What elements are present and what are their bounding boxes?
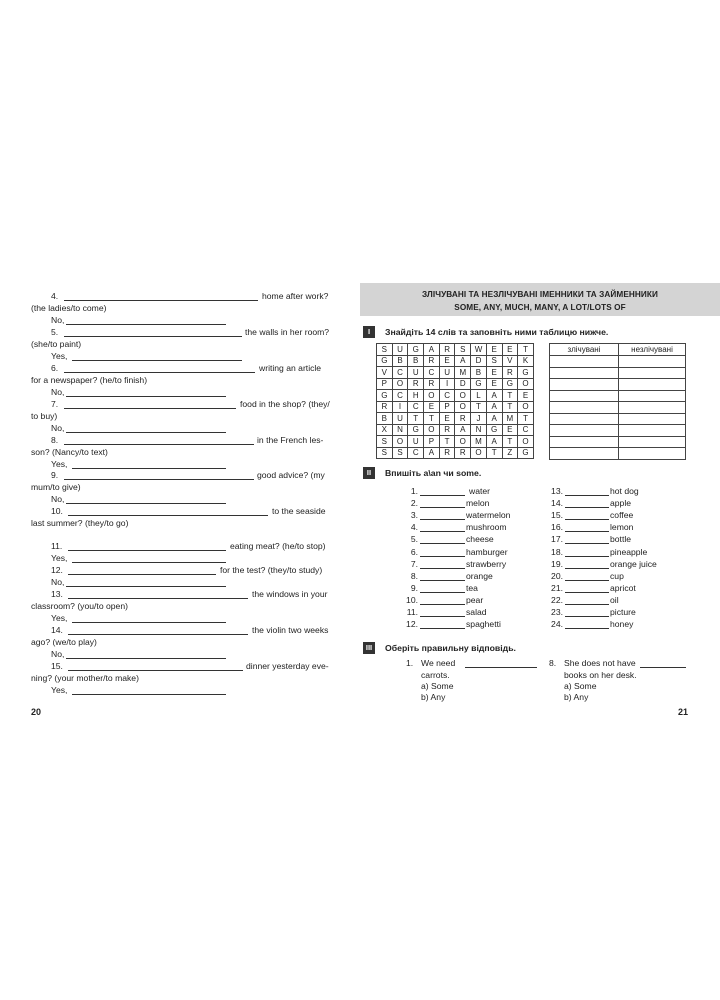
word-search-cell[interactable]: U	[439, 367, 455, 379]
question-1-number: 1.	[406, 658, 414, 668]
word-search-cell[interactable]: M	[455, 367, 471, 379]
item-blank[interactable]	[420, 498, 465, 508]
item-number: 21.	[551, 582, 563, 593]
word-search-cell[interactable]: E	[486, 378, 502, 390]
word-search-cell[interactable]: G	[518, 447, 534, 459]
word-search-cell[interactable]: P	[377, 378, 393, 390]
word-search-cell[interactable]: A	[424, 447, 440, 459]
exercise-line: 15.	[51, 661, 63, 671]
count-table-cell[interactable]	[550, 367, 619, 379]
item-number: 15.	[551, 510, 563, 521]
word-search-cell[interactable]: A	[455, 424, 471, 436]
item-word: melon	[466, 498, 490, 509]
item-blank[interactable]	[565, 583, 609, 593]
exercise-line: Yes,	[51, 351, 68, 361]
word-search-cell[interactable]: W	[471, 344, 487, 356]
exercise-line: in the French les-	[257, 435, 324, 445]
item-word: coffee	[610, 510, 634, 521]
exercise-line: dinner yesterday eve-	[246, 661, 329, 671]
exercise-line: Yes,	[51, 613, 68, 623]
word-search-cell[interactable]: E	[486, 367, 502, 379]
word-search-cell[interactable]: R	[502, 367, 518, 379]
item-word: salad	[466, 607, 487, 617]
word-search-cell[interactable]: S	[486, 355, 502, 367]
item-number: 11.	[406, 607, 418, 617]
exercise-line: the violin two weeks	[252, 625, 329, 635]
exercise-line: writing an article	[259, 363, 322, 373]
exercise-line: for the test? (they/to study)	[220, 565, 323, 575]
item-blank[interactable]	[420, 547, 465, 557]
word-search-cell[interactable]: G	[377, 390, 393, 402]
word-search-cell[interactable]: O	[455, 436, 471, 448]
item-number: 9.	[410, 582, 418, 593]
item-blank[interactable]	[420, 571, 465, 581]
word-search-cell[interactable]: T	[518, 413, 534, 425]
exercise-line: 7.	[51, 399, 59, 409]
exercise-line: Yes,	[51, 459, 68, 469]
word-search-cell[interactable]: N	[392, 424, 408, 436]
item-blank[interactable]	[420, 559, 465, 569]
word-search-cell[interactable]: R	[377, 401, 393, 413]
question-1-option-b[interactable]: b) Any	[421, 692, 446, 702]
question-1-blank[interactable]	[465, 658, 537, 668]
exercise-line: 10.	[51, 506, 63, 516]
item-word: spaghetti	[466, 619, 501, 630]
item-blank[interactable]	[565, 522, 609, 532]
word-search-cell[interactable]: G	[502, 378, 518, 390]
item-blank[interactable]	[420, 607, 465, 617]
item-word: honey	[610, 619, 634, 630]
item-word: hot dog	[610, 486, 639, 496]
exercise-line: ago? (we/to play)	[31, 637, 97, 647]
word-search-cell[interactable]: T	[502, 390, 518, 402]
exercise-line: for a newspaper? (he/to finish)	[31, 375, 148, 385]
word-search-cell[interactable]: T	[439, 436, 455, 448]
exercise-line: food in the shop? (they/	[240, 399, 330, 409]
item-number: 8.	[410, 570, 418, 581]
item-word: mushroom	[466, 522, 507, 533]
item-word: water	[469, 486, 491, 496]
exercise-line: classroom? (you/to open)	[31, 601, 128, 611]
exercise-line: No,	[51, 577, 65, 587]
item-number: 5.	[410, 534, 418, 545]
word-search-cell[interactable]: U	[408, 436, 424, 448]
exercise-line: mum/to give)	[31, 482, 81, 492]
word-search-cell[interactable]: R	[424, 355, 440, 367]
word-search-cell[interactable]: O	[518, 401, 534, 413]
word-search-cell[interactable]: O	[392, 378, 408, 390]
item-number: 17.	[551, 534, 563, 545]
count-table-cell[interactable]	[619, 379, 686, 391]
word-search-cell[interactable]: T	[486, 447, 502, 459]
count-table-cell[interactable]	[619, 402, 686, 414]
word-search-cell[interactable]: B	[392, 355, 408, 367]
word-search-cell[interactable]: N	[471, 424, 487, 436]
word-search-cell[interactable]: A	[455, 355, 471, 367]
exercise-line: Yes,	[51, 685, 68, 695]
item-word: oil	[610, 594, 619, 605]
word-search-cell[interactable]: M	[502, 413, 518, 425]
exercise-line: (the ladies/to come)	[31, 303, 107, 313]
exercise-line: 13.	[51, 589, 63, 599]
word-search-cell[interactable]: X	[377, 424, 393, 436]
word-search-cell[interactable]: T	[424, 413, 440, 425]
count-table-cell[interactable]	[619, 413, 686, 425]
word-search-cell[interactable]: O	[424, 390, 440, 402]
word-search-cell[interactable]: O	[455, 401, 471, 413]
count-table-cell[interactable]	[550, 425, 619, 437]
item-word: orange juice	[610, 558, 657, 569]
word-search-cell[interactable]: U	[392, 344, 408, 356]
word-search-cell[interactable]: P	[439, 401, 455, 413]
item-word: cheese	[466, 534, 494, 545]
word-search-cell[interactable]: G	[408, 424, 424, 436]
question-1-text: We need	[421, 658, 456, 668]
word-search-cell[interactable]: C	[408, 447, 424, 459]
word-search-cell[interactable]: E	[424, 401, 440, 413]
item-number: 6.	[410, 546, 418, 557]
item-blank[interactable]	[420, 534, 465, 544]
item-word: pineapple	[610, 546, 648, 557]
exercise-line: 8.	[51, 435, 59, 445]
item-word: hamburger	[466, 546, 508, 557]
exercise-line: (she/to paint)	[31, 339, 82, 349]
word-search-cell[interactable]: S	[377, 344, 393, 356]
exercise-line: son? (Nancy/to text)	[31, 447, 108, 457]
page-number-right: 21	[678, 707, 689, 717]
word-search-cell[interactable]: E	[502, 344, 518, 356]
word-search-cell[interactable]: E	[439, 413, 455, 425]
word-search-cell[interactable]: M	[471, 436, 487, 448]
word-search-cell[interactable]: O	[424, 424, 440, 436]
question-8-option-b[interactable]: b) Any	[564, 692, 589, 702]
count-table-cell[interactable]	[550, 356, 619, 368]
question-8-text: She does not have	[564, 658, 636, 668]
word-search-cell[interactable]: O	[518, 378, 534, 390]
item-blank[interactable]	[565, 498, 609, 508]
count-table-cell[interactable]	[550, 402, 619, 414]
item-blank[interactable]	[565, 571, 609, 581]
count-table-header-uncountable: незлічувані	[619, 344, 686, 356]
word-search-cell[interactable]: I	[392, 401, 408, 413]
count-table-cell[interactable]	[550, 379, 619, 391]
item-word: bottle	[610, 534, 632, 545]
item-word: watermelon	[466, 510, 511, 521]
word-search-cell[interactable]: O	[392, 436, 408, 448]
word-search-cell[interactable]: T	[502, 436, 518, 448]
word-search-cell[interactable]: Z	[502, 447, 518, 459]
item-word: apple	[610, 498, 632, 509]
word-search-cell[interactable]: C	[392, 390, 408, 402]
word-search-cell[interactable]: B	[408, 355, 424, 367]
word-search-cell[interactable]: C	[392, 367, 408, 379]
item-number: 12.	[406, 619, 418, 630]
item-number: 2.	[410, 498, 418, 509]
item-blank[interactable]	[420, 595, 465, 605]
item-number: 24.	[551, 619, 563, 630]
item-number: 22.	[551, 594, 563, 605]
item-blank[interactable]	[565, 607, 609, 617]
item-blank[interactable]	[420, 486, 465, 496]
exercise-line: 9.	[51, 470, 59, 480]
item-word: tea	[466, 582, 478, 593]
item-word: pear	[466, 594, 484, 605]
count-table	[549, 343, 686, 460]
question-1-text-cont: carrots.	[421, 670, 450, 680]
section-header	[360, 283, 720, 316]
word-search-cell[interactable]: L	[471, 390, 487, 402]
exercise-line: No,	[51, 387, 65, 397]
question-8-text-cont: books on her desk.	[564, 670, 637, 680]
item-number: 7.	[410, 558, 418, 569]
word-search-cell[interactable]: R	[439, 447, 455, 459]
item-blank[interactable]	[420, 510, 465, 520]
word-search-cell[interactable]: D	[455, 378, 471, 390]
item-word: picture	[610, 607, 636, 617]
word-search-cell[interactable]: R	[439, 344, 455, 356]
word-search-cell[interactable]: S	[377, 447, 393, 459]
word-search-cell[interactable]: A	[486, 401, 502, 413]
exercise-line: No,	[51, 649, 65, 659]
exercise-line: 6.	[51, 363, 59, 373]
count-table-cell[interactable]	[619, 425, 686, 437]
word-search-cell[interactable]: T	[471, 401, 487, 413]
word-search-cell[interactable]: R	[408, 378, 424, 390]
exercise-line: Yes,	[51, 553, 68, 563]
exercise-line: ning? (your mother/to make)	[31, 673, 139, 683]
question-8-blank[interactable]	[640, 658, 686, 668]
item-number: 20.	[551, 570, 563, 581]
count-table-cell[interactable]	[619, 436, 686, 448]
word-search-cell[interactable]: G	[377, 355, 393, 367]
page-number-left: 20	[31, 707, 42, 717]
question-8-number: 8.	[549, 658, 557, 668]
word-search-cell[interactable]: S	[377, 436, 393, 448]
item-blank[interactable]	[420, 619, 465, 629]
word-search-cell[interactable]: E	[486, 344, 502, 356]
word-search-cell[interactable]: O	[518, 436, 534, 448]
word-search-cell[interactable]: E	[439, 355, 455, 367]
count-table-cell[interactable]	[550, 413, 619, 425]
word-search-cell[interactable]: O	[471, 447, 487, 459]
word-search-cell[interactable]: U	[392, 413, 408, 425]
item-number: 1.	[410, 486, 418, 496]
word-search-cell[interactable]: V	[377, 367, 393, 379]
word-search-cell[interactable]: V	[502, 355, 518, 367]
exercise-line: 12.	[51, 565, 63, 575]
word-search-cell[interactable]: G	[408, 344, 424, 356]
word-search-cell[interactable]: R	[455, 447, 471, 459]
count-table-cell[interactable]	[619, 448, 686, 460]
count-table-cell[interactable]	[619, 367, 686, 379]
word-search-cell[interactable]: I	[439, 378, 455, 390]
count-table-header-countable: злічувані	[550, 344, 619, 356]
word-search-cell[interactable]: R	[455, 413, 471, 425]
word-search-cell[interactable]: G	[471, 378, 487, 390]
word-search-cell[interactable]: C	[408, 401, 424, 413]
exercise-line: eating meat? (he/to stop)	[230, 541, 326, 551]
exercise-line: 5.	[51, 327, 59, 337]
word-search-cell[interactable]: J	[471, 413, 487, 425]
word-search-cell[interactable]: G	[518, 367, 534, 379]
word-search-cell[interactable]: K	[518, 355, 534, 367]
exercise-line: 4.	[51, 291, 59, 301]
word-search-cell[interactable]: A	[486, 413, 502, 425]
item-number: 14.	[551, 498, 563, 509]
word-search-cell[interactable]: B	[471, 367, 487, 379]
word-search-cell[interactable]: S	[392, 447, 408, 459]
exercise-line: the windows in your	[252, 589, 328, 599]
word-search-cell[interactable]: A	[486, 390, 502, 402]
item-word: strawberry	[466, 558, 507, 569]
count-table-cell[interactable]	[619, 390, 686, 402]
exercise-line: home after work?	[262, 291, 329, 301]
word-search-cell[interactable]: T	[408, 413, 424, 425]
item-number: 18.	[551, 546, 563, 557]
item-number: 4.	[410, 522, 418, 533]
exercise-line: No,	[51, 315, 65, 325]
word-search-cell[interactable]: T	[502, 401, 518, 413]
item-blank[interactable]	[565, 547, 609, 557]
item-blank[interactable]	[565, 486, 609, 496]
word-search-grid	[376, 343, 534, 459]
word-search-cell[interactable]: R	[439, 424, 455, 436]
exercise-line: No,	[51, 423, 65, 433]
word-search-cell[interactable]: A	[424, 344, 440, 356]
item-number: 16.	[551, 522, 563, 533]
exercise-line: to the seaside	[272, 506, 326, 516]
item-word: orange	[466, 570, 493, 581]
header-title: ЗЛІЧУВАНІ ТА НЕЗЛІЧУВАНІ ІМЕННИКИ ТА ЗАЙМЕННИКИ	[422, 290, 658, 299]
word-search-cell[interactable]: B	[377, 413, 393, 425]
question-1-option-a[interactable]: a) Some	[421, 681, 454, 691]
word-search-cell[interactable]: R	[424, 378, 440, 390]
word-search-cell[interactable]: T	[518, 344, 534, 356]
item-word: lemon	[610, 522, 634, 533]
count-table-cell[interactable]	[550, 436, 619, 448]
item-blank[interactable]	[565, 619, 609, 629]
word-search-cell[interactable]: C	[518, 424, 534, 436]
exercise-line: to buy)	[31, 411, 58, 421]
exercise-line: 11.	[51, 541, 63, 551]
count-table-cell[interactable]	[550, 390, 619, 402]
header-subtitle: SOME, ANY, MUCH, MANY, A LOT/LOTS OF	[454, 303, 626, 312]
count-table-cell[interactable]	[619, 356, 686, 368]
word-search-cell[interactable]: C	[439, 390, 455, 402]
exercise-line: last summer? (they/to go)	[31, 518, 129, 528]
item-blank[interactable]	[565, 510, 609, 520]
word-search-cell[interactable]: P	[424, 436, 440, 448]
exercise-line: No,	[51, 494, 65, 504]
item-word: cup	[610, 570, 624, 581]
count-table-cell[interactable]	[550, 448, 619, 460]
word-search-cell[interactable]: H	[408, 390, 424, 402]
word-search-cell[interactable]: E	[502, 424, 518, 436]
item-number: 10.	[406, 594, 418, 605]
item-blank[interactable]	[565, 595, 609, 605]
exercise-line: good advice? (my	[257, 470, 325, 480]
question-8-option-a[interactable]: a) Some	[564, 681, 597, 691]
item-blank[interactable]	[565, 534, 609, 544]
word-search-cell[interactable]: G	[486, 424, 502, 436]
word-search-cell[interactable]: S	[455, 344, 471, 356]
item-blank[interactable]	[565, 559, 609, 569]
word-search-cell[interactable]: A	[486, 436, 502, 448]
item-word: apricot	[610, 582, 636, 593]
item-number: 19.	[551, 558, 563, 569]
item-number: 3.	[410, 510, 418, 521]
word-search-cell[interactable]: O	[455, 390, 471, 402]
word-search-cell[interactable]: D	[471, 355, 487, 367]
exercise-line: 14.	[51, 625, 63, 635]
item-number: 13.	[551, 486, 563, 496]
item-blank[interactable]	[420, 522, 465, 532]
item-number: 23.	[551, 607, 563, 617]
word-search-cell[interactable]: U	[408, 367, 424, 379]
word-search-cell[interactable]: C	[424, 367, 440, 379]
word-search-cell[interactable]: E	[518, 390, 534, 402]
item-blank[interactable]	[420, 583, 465, 593]
exercise-line: the walls in her room?	[245, 327, 330, 337]
